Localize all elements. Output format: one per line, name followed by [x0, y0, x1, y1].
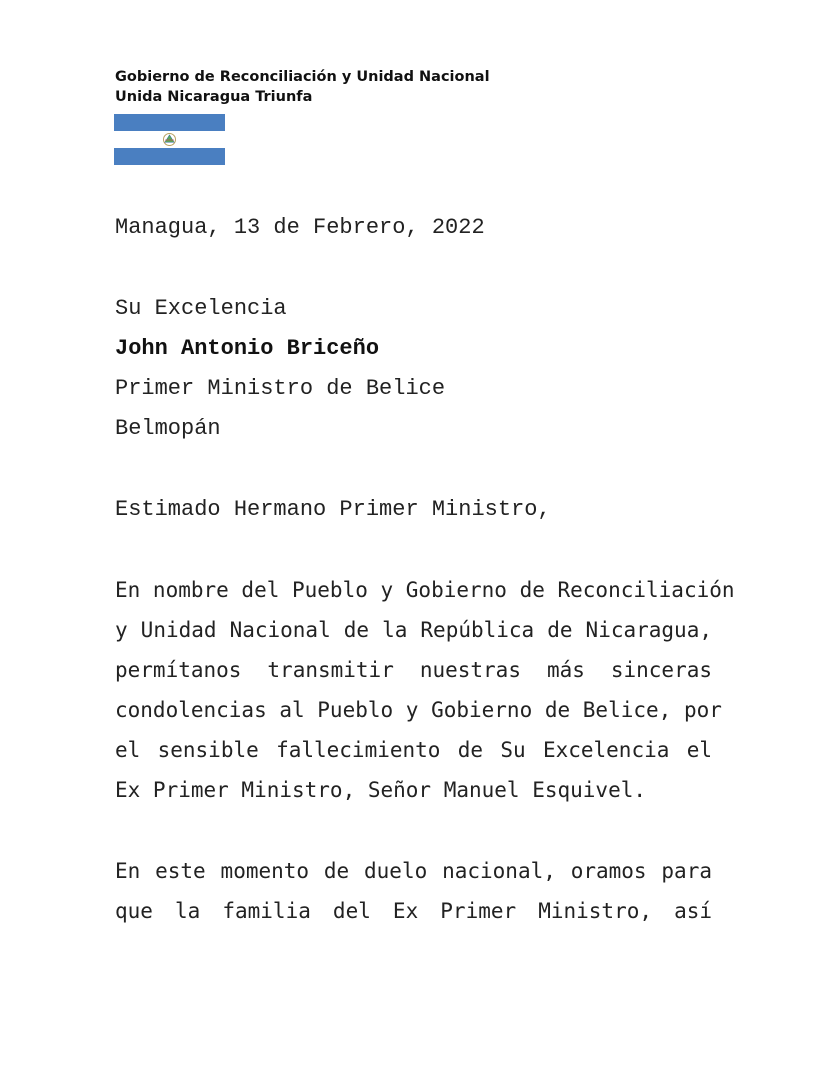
- letterhead: [115, 67, 490, 107]
- recipient-city: Belmopán: [115, 416, 221, 441]
- paragraph-line: y Unidad Nacional de la República de Nicaragua,: [115, 618, 712, 642]
- recipient-name: John Antonio Briceño: [115, 336, 380, 361]
- letter-date: Managua, 13 de Febrero, 2022: [115, 215, 485, 240]
- paragraph-line: el sensible fallecimiento de Su Excelencia el: [115, 738, 712, 762]
- nicaragua-flag-icon: [114, 114, 225, 165]
- paragraph-line: permítanos transmitir nuestras más sinceras: [115, 658, 712, 682]
- body-paragraph-1: [115, 570, 735, 810]
- paragraph-line: condolencias al Pueblo y Gobierno de Belice, por: [115, 698, 722, 722]
- body-paragraph-2: [115, 851, 712, 931]
- paragraph-line: Ex Primer Ministro, Señor Manuel Esquivel.: [115, 778, 647, 802]
- recipient-role: Primer Ministro de Belice: [115, 376, 446, 401]
- paragraph-line: En este momento de duelo nacional, oramos para: [115, 859, 712, 883]
- letterhead-motto: Unida Nicaragua Triunfa: [115, 89, 313, 105]
- salutation-title: Su Excelencia: [115, 296, 287, 321]
- letterhead-government-name: Gobierno de Reconciliación y Unidad Nacional: [115, 69, 490, 85]
- paragraph-line: que la familia del Ex Primer Ministro, así: [115, 899, 712, 923]
- greeting: Estimado Hermano Primer Ministro,: [115, 497, 551, 522]
- paragraph-line: En nombre del Pueblo y Gobierno de Reconciliación: [115, 578, 735, 602]
